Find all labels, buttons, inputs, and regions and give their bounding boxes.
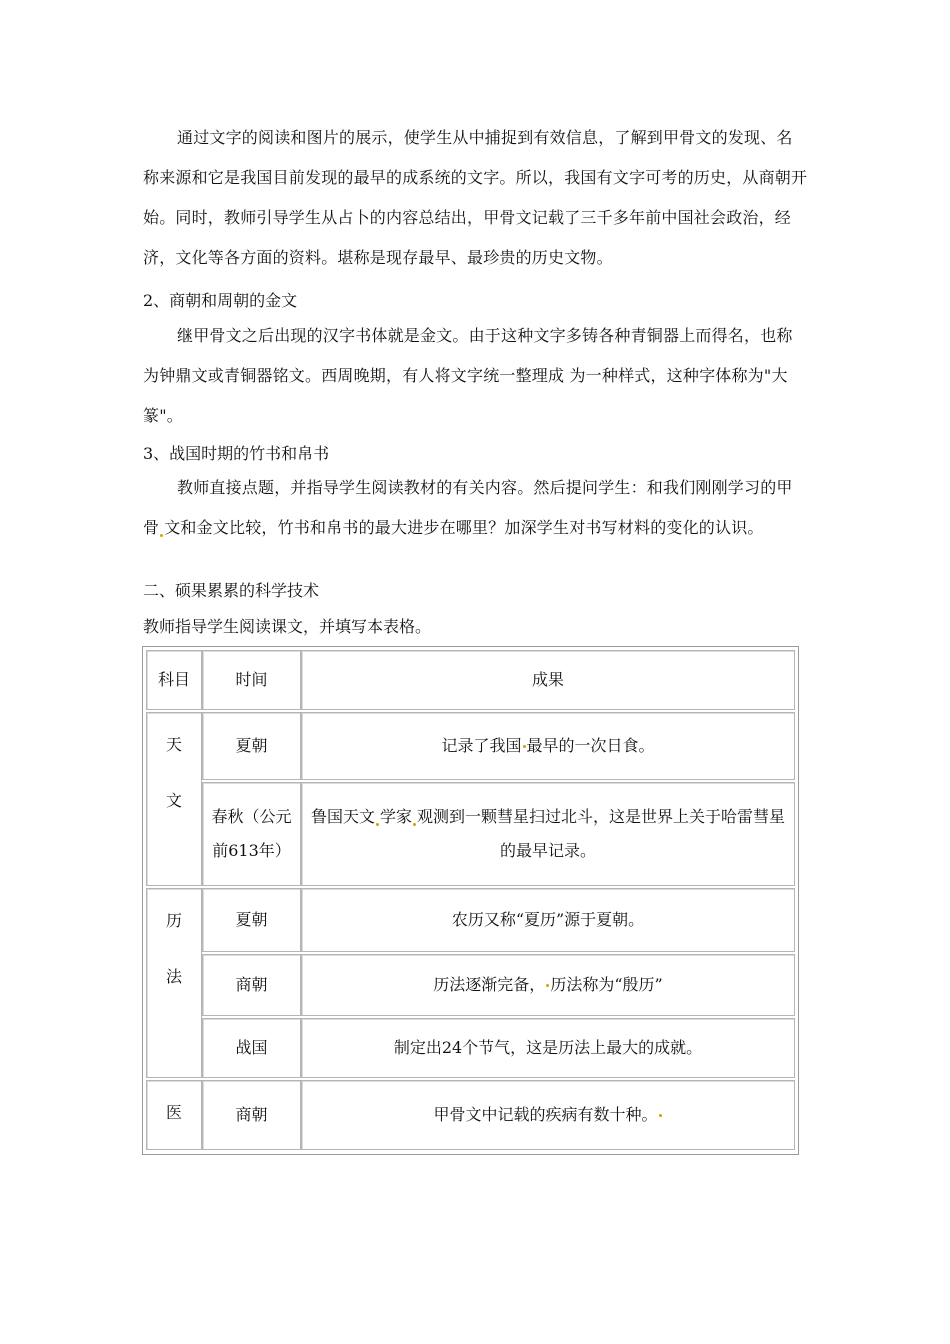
result-calendar-shang-part-b: 历法称为“殷历” <box>550 975 663 994</box>
time-spring-autumn-line-2: 前613年） <box>212 841 291 860</box>
time-calendar-warring: 战国 <box>202 1018 301 1078</box>
result-calendar-shang <box>301 954 795 1016</box>
heading-science-tech: 二、硕果累累的科学技术 <box>143 581 320 600</box>
subject-astronomy <box>146 712 202 886</box>
paragraph-bronze-inscriptions: 继甲骨文之后出现的汉字书体就是金文。由于这种文字多铸各种青铜器上而得名，也称为钟鼎文或青铜器铭文。西周晚期，有人将文字统一整理成 为一种样式，这种字体称为"大篆"。 <box>143 326 793 425</box>
result-astronomy-eclipse-part-b: 最早的一次日食。 <box>526 736 655 755</box>
time-medicine-shang: 商朝 <box>202 1080 301 1150</box>
subject-calendar <box>146 888 202 1078</box>
science-table <box>142 646 799 1155</box>
result-astronomy-eclipse <box>301 712 795 780</box>
header-result: 成果 <box>301 650 795 710</box>
result-calendar-xia: 农历又称“夏历”源于夏朝。 <box>301 888 795 952</box>
subject-medicine-char-1: 医 <box>165 1103 182 1122</box>
subject-astronomy-char-1: 天 <box>165 735 182 754</box>
result-comet-line-1 <box>311 800 785 834</box>
paragraph-oracle-bone: 通过文字的阅读和图片的展示，使学生从中捕捉到有效信息，了解到甲骨文的发现、名称来源和它是我国目前发现的最早的成系统的文字。所以，我国有文字可考的历史，从商朝开始。同时，教师引导学生从占卜的内容总结出，甲骨文记载了三千多年前中国社会政治，经济，文化等各方面的资料。堪称是现存最早、最珍贵的历史文物。 <box>143 128 808 267</box>
result-medicine-text: 甲骨文中记载的疾病有数十种。 <box>433 1105 658 1124</box>
paragraph-bamboo-silk <box>143 468 808 548</box>
time-calendar-shang: 商朝 <box>202 954 301 1016</box>
result-comet-line-2: 的最早记录。 <box>499 841 596 860</box>
result-medicine-shang <box>301 1080 795 1150</box>
dot-mark <box>376 823 379 826</box>
dot-mark <box>160 534 163 537</box>
heading-bamboo-silk: 3、战国时期的竹书和帛书 <box>143 444 330 463</box>
paragraph-bamboo-silk-part-a: 教师直接点题，并指导学生阅读教材的有关内容。然后提问学生：和我们刚刚学习的甲骨 <box>143 478 793 537</box>
header-subject: 科目 <box>146 650 202 710</box>
time-calendar-xia: 夏朝 <box>202 888 301 952</box>
time-spring-autumn-line-1: 春秋（公元 <box>211 807 292 826</box>
heading-bronze-inscriptions: 2、商朝和周朝的金文 <box>143 291 298 310</box>
result-calendar-shang-part-a: 历法逐渐完备， <box>433 975 546 994</box>
header-time: 时间 <box>202 650 301 710</box>
dot-mark <box>523 745 526 748</box>
result-comet-part-c: 观测到一颗彗星扫过北斗，这是世界上关于哈雷彗星 <box>417 807 786 826</box>
paragraph-bamboo-silk-part-b: 文和金文比较，竹书和帛书的最大进步在哪里？加深学生对书写材料的变化的认识。 <box>164 518 764 537</box>
result-comet-part-b: 学家 <box>379 807 412 826</box>
result-comet-part-a: 鲁国天文 <box>310 807 375 826</box>
subject-calendar-char-2: 法 <box>165 967 182 986</box>
time-astronomy-xia: 夏朝 <box>202 712 301 780</box>
result-astronomy-eclipse-part-a: 记录了我国 <box>441 736 522 755</box>
table-intro: 教师指导学生阅读课文，并填写本表格。 <box>143 617 432 636</box>
time-astronomy-spring-autumn <box>202 782 301 886</box>
subject-medicine <box>146 1080 202 1150</box>
dot-mark <box>413 823 416 826</box>
dot-mark <box>546 984 549 987</box>
subject-astronomy-char-2: 文 <box>165 791 182 810</box>
result-astronomy-comet <box>301 782 795 886</box>
result-calendar-warring: 制定出24个节气，这是历法上最大的成就。 <box>301 1018 795 1078</box>
subject-calendar-char-1: 历 <box>165 911 182 930</box>
dot-mark <box>659 1114 662 1117</box>
